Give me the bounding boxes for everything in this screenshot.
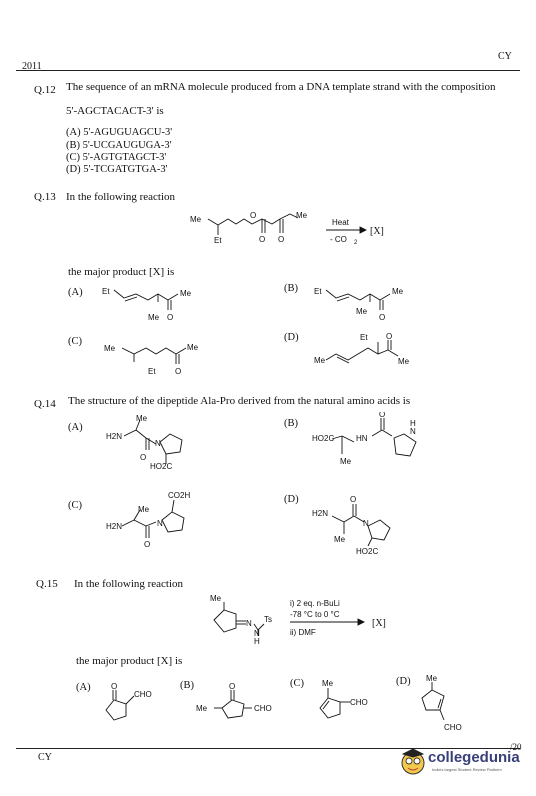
q13-prompt: the major product [X] is: [68, 266, 175, 278]
q14-c-h2n: H2N: [106, 522, 123, 531]
q13-product-x: [X]: [370, 226, 384, 237]
q13-c-me-left: Me: [104, 344, 116, 353]
q13-a-et: Et: [102, 287, 110, 296]
collegedunia-tagline: India's largest Student Review Platform: [432, 767, 502, 772]
q15-product-x: [X]: [372, 618, 386, 629]
q13-b-et: Et: [314, 287, 322, 296]
q13-c-et: Et: [148, 367, 156, 376]
q13-option-d-structure: [312, 330, 422, 374]
q14-c-co2h: CO2H: [168, 491, 191, 500]
q15-option-c-structure: [306, 676, 396, 726]
q15-c-me: Me: [322, 679, 334, 688]
q14-option-b-structure: [306, 412, 426, 472]
q13-b-me-2: Me: [356, 307, 368, 316]
q14-c-n: N: [157, 519, 163, 528]
q14-a-n: N: [155, 439, 161, 448]
q13-reactant-me-right: Me: [296, 211, 308, 220]
q14-d-n: N: [363, 519, 369, 528]
q15-reactant-h: H: [254, 637, 260, 646]
q13-option-d-label: (D): [284, 332, 299, 343]
header-paper-code: CY: [498, 51, 512, 62]
q14-option-b-label: (B): [284, 418, 298, 429]
header-rule: [16, 70, 520, 71]
q15-b-me: Me: [196, 704, 208, 713]
q12-option-c: (C) 5'-AGTGTAGCT-3': [66, 152, 167, 163]
q13-a-me: Me: [180, 289, 192, 298]
q14-b-me: Me: [340, 457, 352, 466]
q13-c-me-right: Me: [187, 343, 199, 352]
q14-text: The structure of the dipeptide Ala-Pro derived from the natural amino acids is: [68, 395, 411, 407]
q14-number: Q.14: [34, 398, 56, 410]
q14-option-a-label: (A): [68, 422, 83, 433]
q14-c-o: O: [144, 540, 151, 549]
q14-option-d-structure: [304, 490, 424, 558]
q15-prompt: the major product [X] is: [76, 655, 183, 667]
q13-b-o: O: [379, 313, 386, 322]
q15-reactant-n2: N: [254, 629, 260, 638]
q14-b-ho2c: HO2C: [312, 434, 335, 443]
q15-a-o: O: [111, 682, 118, 691]
q15-option-c-label: (C): [290, 678, 304, 689]
q13-reactant-carbonyl-o-1: O: [259, 235, 266, 244]
q13-reagent-co2: - CO: [330, 235, 347, 244]
collegedunia-logo: [400, 748, 522, 778]
collegedunia-wordmark: collegedunia: [428, 749, 520, 766]
q13-option-a-label: (A): [68, 287, 83, 298]
q14-d-o: O: [350, 495, 357, 504]
q13-reactant-et: Et: [214, 236, 222, 245]
q12-text: The sequence of an mRNA molecule produced from a DNA template strand with the composition: [66, 81, 496, 93]
q13-text: In the following reaction: [66, 191, 176, 203]
q15-option-a-structure: [100, 680, 170, 728]
q14-d-me: Me: [334, 535, 346, 544]
footer-paper-code: CY: [38, 752, 52, 763]
q13-reactant-ester-o: O: [250, 211, 257, 220]
q13-option-b-structure: [312, 280, 422, 324]
q13-option-c-structure: [100, 334, 210, 380]
q13-option-b-label: (B): [284, 283, 298, 294]
q14-d-ho2c: HO2C: [356, 547, 379, 556]
q13-d-me-right: Me: [398, 357, 410, 366]
q14-c-me: Me: [138, 505, 150, 514]
q14-option-c-structure: [100, 490, 220, 552]
q14-b-hn: HN: [356, 434, 368, 443]
q13-reagent-co2-sub: 2: [354, 240, 358, 246]
q14-a-ho2c: HO2C: [150, 462, 173, 471]
q12-option-b: (B) 5'-UCGAUGUGA-3': [66, 140, 172, 151]
q15-option-b-structure: [192, 680, 282, 728]
q13-number: Q.13: [34, 191, 56, 203]
q15-reactant-me: Me: [210, 594, 222, 603]
q13-b-me: Me: [392, 287, 404, 296]
q13-reagent-heat: Heat: [332, 218, 349, 227]
q15-reagent-1: i) 2 eq. n-BuLi: [290, 599, 340, 608]
q13-a-me-2: Me: [148, 313, 160, 322]
q14-a-me: Me: [136, 414, 148, 423]
q14-a-h2n: H2N: [106, 432, 123, 441]
q12-sequence: 5'-AGCTACACT-3' is: [66, 105, 164, 117]
q15-c-cho: CHO: [350, 698, 368, 707]
q15-reaction: [196, 592, 406, 652]
mascot-icon: [400, 748, 426, 776]
q15-reagent-3: ii) DMF: [290, 628, 316, 637]
q14-option-a-structure: [100, 414, 220, 474]
q15-b-o: O: [229, 682, 236, 691]
q14-option-d-label: (D): [284, 494, 299, 505]
q12-number: Q.12: [34, 84, 56, 96]
q13-reactant-carbonyl-o-2: O: [278, 235, 285, 244]
header-year: 2011: [22, 61, 42, 72]
q13-reactant-me-left: Me: [190, 215, 202, 224]
q13-reactant-structure: [190, 211, 308, 245]
q13-d-et: Et: [360, 333, 368, 342]
q13-option-a-structure: [100, 280, 210, 324]
q15-option-d-structure: [410, 672, 480, 734]
q12-option-d: (D) 5'-TCGATGTGA-3': [66, 164, 168, 175]
q13-a-o: O: [167, 313, 174, 322]
q13-d-o: O: [386, 332, 393, 341]
q14-option-c-label: (C): [68, 500, 82, 511]
q15-d-me: Me: [426, 674, 438, 683]
q15-option-a-label: (A): [76, 682, 91, 693]
q15-option-d-label: (D): [396, 676, 411, 687]
q15-reactant-structure: [210, 594, 272, 646]
q15-reactant-ts: Ts: [264, 615, 272, 624]
q12-option-a: (A) 5'-AGUGUAGCU-3': [66, 127, 173, 138]
q15-text: In the following reaction: [74, 578, 184, 590]
q15-option-b-label: (B): [180, 680, 194, 691]
q15-number: Q.15: [36, 578, 58, 590]
q15-a-cho: CHO: [134, 690, 152, 699]
q15-b-cho: CHO: [254, 704, 272, 713]
q14-a-o: O: [140, 453, 147, 462]
q13-c-o: O: [175, 367, 182, 376]
q15-reagent-2: -78 °C to 0 °C: [290, 610, 340, 619]
q13-option-c-label: (C): [68, 336, 82, 347]
footer-page-number: /20: [510, 742, 522, 752]
q14-d-h2n: H2N: [312, 509, 329, 518]
q15-d-cho: CHO: [444, 723, 462, 732]
q14-b-h: H: [410, 419, 416, 428]
q13-reaction: [180, 205, 420, 251]
q14-b-n: N: [410, 427, 416, 436]
q14-b-o: O: [379, 412, 386, 419]
q15-reactant-n1: N: [246, 619, 252, 628]
q13-d-me-left: Me: [314, 356, 326, 365]
